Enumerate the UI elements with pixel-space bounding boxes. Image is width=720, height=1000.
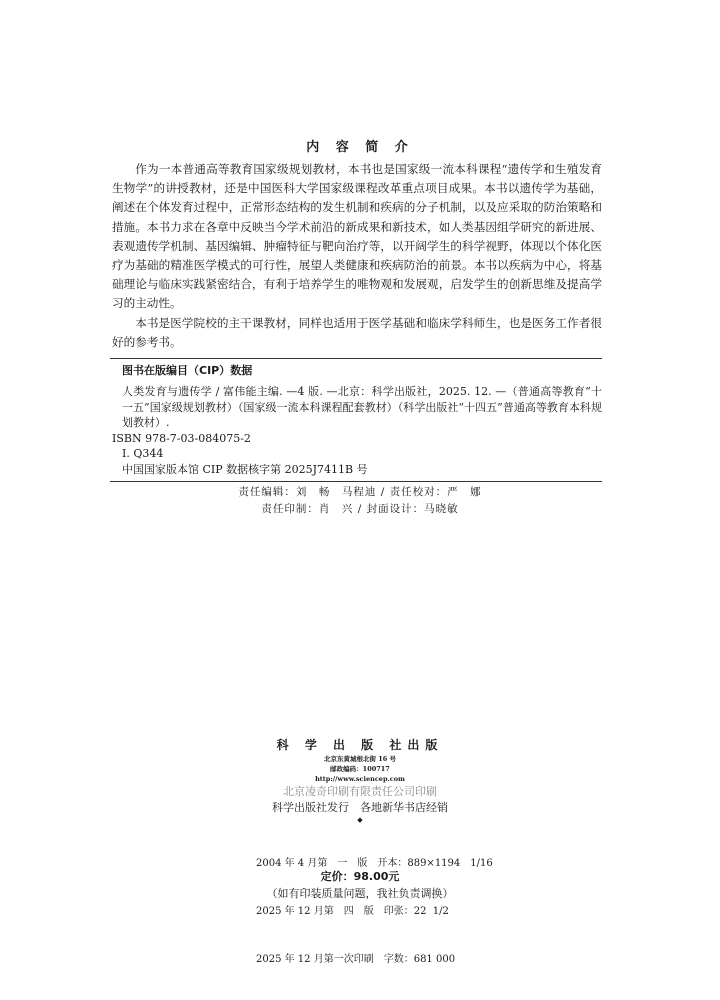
summary-body (112, 160, 602, 352)
publisher-address: 北京东黄城根北街 16 号 (323, 755, 397, 763)
publisher-website: http://www.sciencep.com (315, 775, 405, 783)
cip-isbn: ISBN 978-7-03-084075-2 (112, 431, 251, 445)
diamond-separator-icon: ◆ (357, 816, 363, 824)
staff-line-2: 责任印制：肖 兴 / 封面设计：马晓敏 (261, 503, 459, 515)
cip-top-rule (110, 358, 602, 359)
staff-credits (0, 484, 720, 518)
publisher-block (0, 736, 720, 825)
edition-line-3: 2025 年 12 月第一次印刷 字数：681 000 (256, 954, 456, 965)
publisher-postcode: 邮政编码：100717 (330, 765, 390, 773)
distribution-info: 科学出版社发行 各地新华书店经销 (272, 801, 448, 814)
publisher-name: 科 学 出 版 社出版 (276, 738, 444, 752)
edition-line-1: 2004 年 4 月第 一 版 开本：889×1194 1/16 (256, 858, 493, 869)
summary-title: 内 容 简 介 (306, 140, 414, 155)
summary-paragraph-1: 作为一本普通高等教育国家级规划教材，本书也是国家级一流本科课程“遗传学和生殖发育生物学”的讲授教材，还是中国医科大学国家级课程改革重点项目成果。本书以遗传学为基础，阐述在个体发育过程中，正常形态结构的发生机制和疾病的分子机制，以及应采取的防治策略和措施。本书力求在各章中反映当今学术前沿的新成果和新技术，如人类基因组学研究的新进展、表观遗传学机制、基因编辑、肿瘤特征与靶向治疗等，以开阔学生的科学视野，体现以个体化医疗为基础的精准医学模式的可行性，展望人类健康和疾病防治的前景。本书以疾病为中心，将基础理论与临床实践紧密结合，有利于培养学生的唯物观和发展观，启发学生的创新思维及提高学习的主动性。 (112, 162, 602, 311)
cip-classification: Ⅰ. Q344 (122, 447, 164, 460)
staff-line-1: 责任编辑：刘 畅 马程迪 / 责任校对：严 娜 (238, 486, 482, 498)
edition-info (256, 824, 493, 984)
cip-block (112, 384, 602, 477)
cip-record: 人类发育与遗传学 / 富伟能主编. —4 版. —北京：科学出版社，2025. 12. —（普通高等教育“十一五”国家级规划教材）（国家级一流本科课程配套教材）（科学出版社“十四五”普通高等教育本科规划教材）. (122, 385, 602, 429)
quality-note: （如有印装质量问题，我社负责调换） (266, 887, 454, 900)
edition-line-2: 2025 年 12 月第 四 版 印张：22 1/2 (256, 906, 449, 917)
summary-paragraph-2: 本书是医学院校的主干课教材，同样也适用于医学基础和临床学科师生，也是医务工作者很好的参考书。 (112, 315, 602, 349)
cip-heading: 图书在版编目（CIP）数据 (122, 364, 253, 377)
price-label: 定价：98.00元 (320, 870, 400, 883)
printer-name: 北京凌奇印刷有限责任公司印刷 (283, 785, 437, 798)
cip-bottom-rule (110, 481, 602, 482)
cip-approval: 中国国家版本馆 CIP 数据核字第 2025J7411B 号 (122, 462, 368, 476)
